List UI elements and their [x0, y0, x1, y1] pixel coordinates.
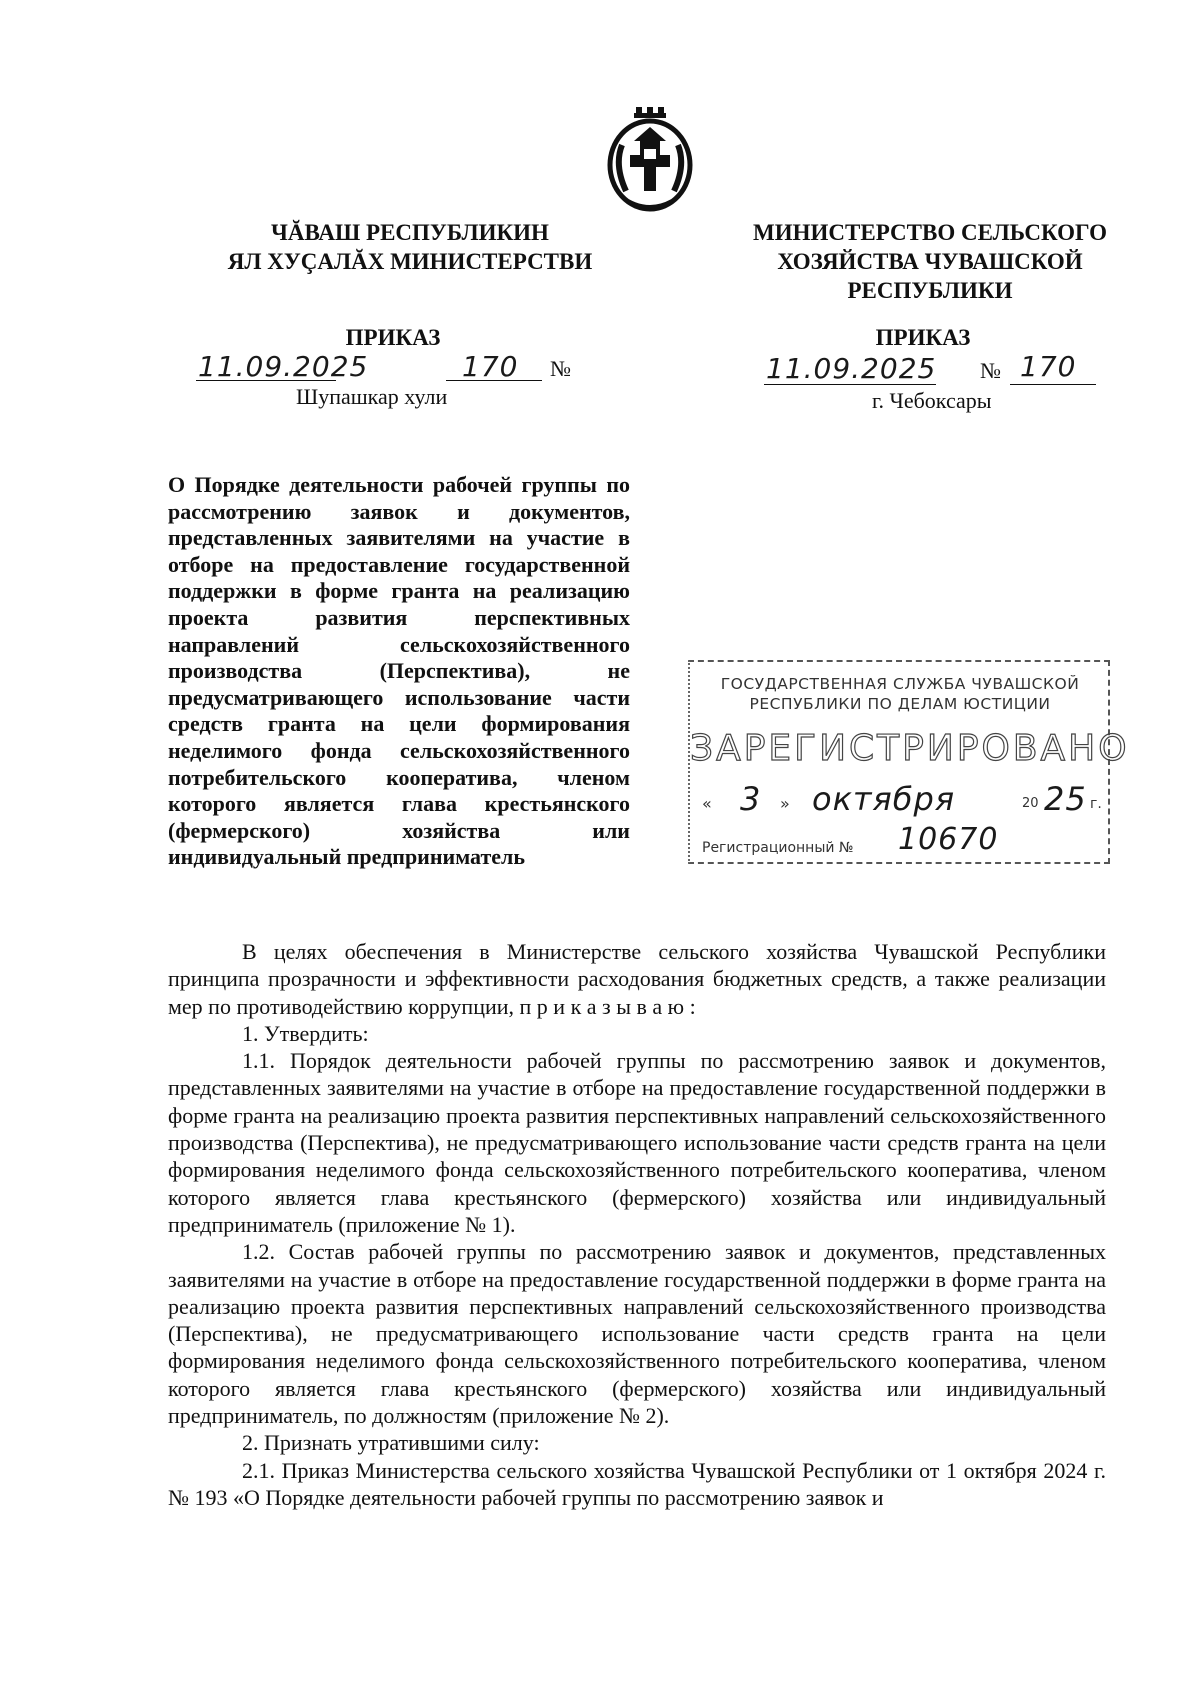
number-sign-right: № [980, 358, 1001, 383]
stamp-registered: ЗАРЕГИСТРИРОВАНО [690, 728, 1130, 769]
body-item-1-1: 1.1. Порядок деятельности рабочей группы по рассмотрению заявок и документов, представленных заявителями на участие в отборе на предоставление государственной поддержки в форме гранта на реализацию проекта развития перспективных направлений сельскохозяйственного производства (Перспектива), не предусматривающего использование части средств гранта на цели формирования неделимого фонда сельскохозяйственного потребительского кооператива, членом которого является глава крестьянского (фермерского) хозяйства или индивидуальный предприниматель (приложение № 1). [168, 1048, 1106, 1237]
city-right: г. Чебоксары [872, 388, 992, 413]
stamp-date-row [702, 782, 1102, 822]
stamp-month: октября [812, 780, 956, 818]
stamp-authority-line: ГОСУДАРСТВЕННАЯ СЛУЖБА ЧУВАШСКОЙ [720, 675, 1080, 693]
stamp-reg-number: 10670 [898, 822, 999, 857]
header-right-line: ХОЗЯЙСТВА ЧУВАШСКОЙ [777, 249, 1083, 274]
stamp-day: 3 [740, 780, 762, 818]
header-left-line: ЯЛ ХУÇАЛĂХ МИНИСТЕРСТВИ [227, 249, 593, 274]
body-item-1-2: 1.2. Состав рабочей группы по рассмотрению заявок и документов, представленных заявителями на участие в отборе на предоставление государственной поддержки в форме гранта на реализацию проекта развития перспективных направлений сельскохозяйственного производства (Перспектива), не предусматривающего использование части средств гранта на цели формирования неделимого фонда сельскохозяйственного потребительского кооператива, членом которого является глава крестьянского (фермерского) хозяйства или индивидуальный предприниматель, по должностям (приложение № 2). [168, 1239, 1106, 1429]
number-sign-left: № [550, 356, 571, 381]
order-number-left: 170 [462, 350, 519, 383]
order-subject-title: О Порядке деятельности рабочей группы по рассмотрению заявок и документов, представленных заявителями на участие в отборе на предоставление государственной поддержки в форме гранта на реализацию проекта развития перспективных направлений сельскохозяйственного производства (Перспектива), не предусматривающего использование части средств гранта на цели формирования неделимого фонда сельскохозяйственного потребительского кооператива, членом которого является глава крестьянского (фермерского) хозяйства или индивидуальный предприниматель [168, 472, 630, 870]
date-underline [196, 380, 336, 381]
order-title-left: ПРИКАЗ [345, 325, 441, 350]
order-date-left: 11.09.2025 [198, 350, 369, 383]
stamp-year-mark: г. [1090, 796, 1102, 812]
stamp-year-suffix: 25 [1044, 780, 1087, 818]
registration-stamp [688, 660, 1130, 864]
chuvash-emblem-icon [600, 105, 700, 215]
stamp-year-prefix: 20 [1022, 796, 1039, 811]
header-right-line: РЕСПУБЛИКИ [847, 278, 1013, 303]
order-date-right: 11.09.2025 [766, 352, 937, 385]
ministry-name-chuvash [225, 218, 595, 276]
date-underline [764, 384, 936, 385]
number-underline [1010, 384, 1096, 385]
order-number-right: 170 [1020, 350, 1077, 383]
header-right-line: МИНИСТЕРСТВО СЕЛЬСКОГО [753, 220, 1107, 245]
order-body [168, 938, 1106, 1511]
body-item-2-1: 2.1. Приказ Министерства сельского хозяйства Чувашской Республики от 1 октября 2024 г. № 193 «О Порядке деятельности рабочей группы по рассмотрению заявок и [168, 1457, 1106, 1510]
ministry-name-russian [735, 218, 1125, 305]
stamp-reg-row [702, 822, 1102, 858]
city-left: Шупашкар хули [296, 384, 448, 409]
header-left-line: ЧĂВАШ РЕСПУБЛИКИН [271, 220, 549, 245]
body-item-1: 1. Утвердить: [242, 1020, 369, 1046]
stamp-authority-line: РЕСПУБЛИКИ ПО ДЕЛАМ ЮСТИЦИИ [749, 695, 1051, 713]
stamp-authority [700, 674, 1100, 714]
number-underline [446, 380, 542, 381]
body-item-2: 2. Признать утратившими силу: [242, 1430, 540, 1456]
stamp-quote-close: » [780, 794, 790, 813]
stamp-reg-label: Регистрационный № [702, 840, 854, 856]
body-intro: В целях обеспечения в Министерстве сельского хозяйства Чувашской Республики принципа прозрачности и эффективности расходования бюджетных средств, а также реализации мер по противодействию коррупции, п р и к а з ы в а ю : [168, 939, 1106, 1019]
order-title-right: ПРИКАЗ [875, 325, 971, 350]
stamp-quote-open: « [702, 794, 712, 813]
